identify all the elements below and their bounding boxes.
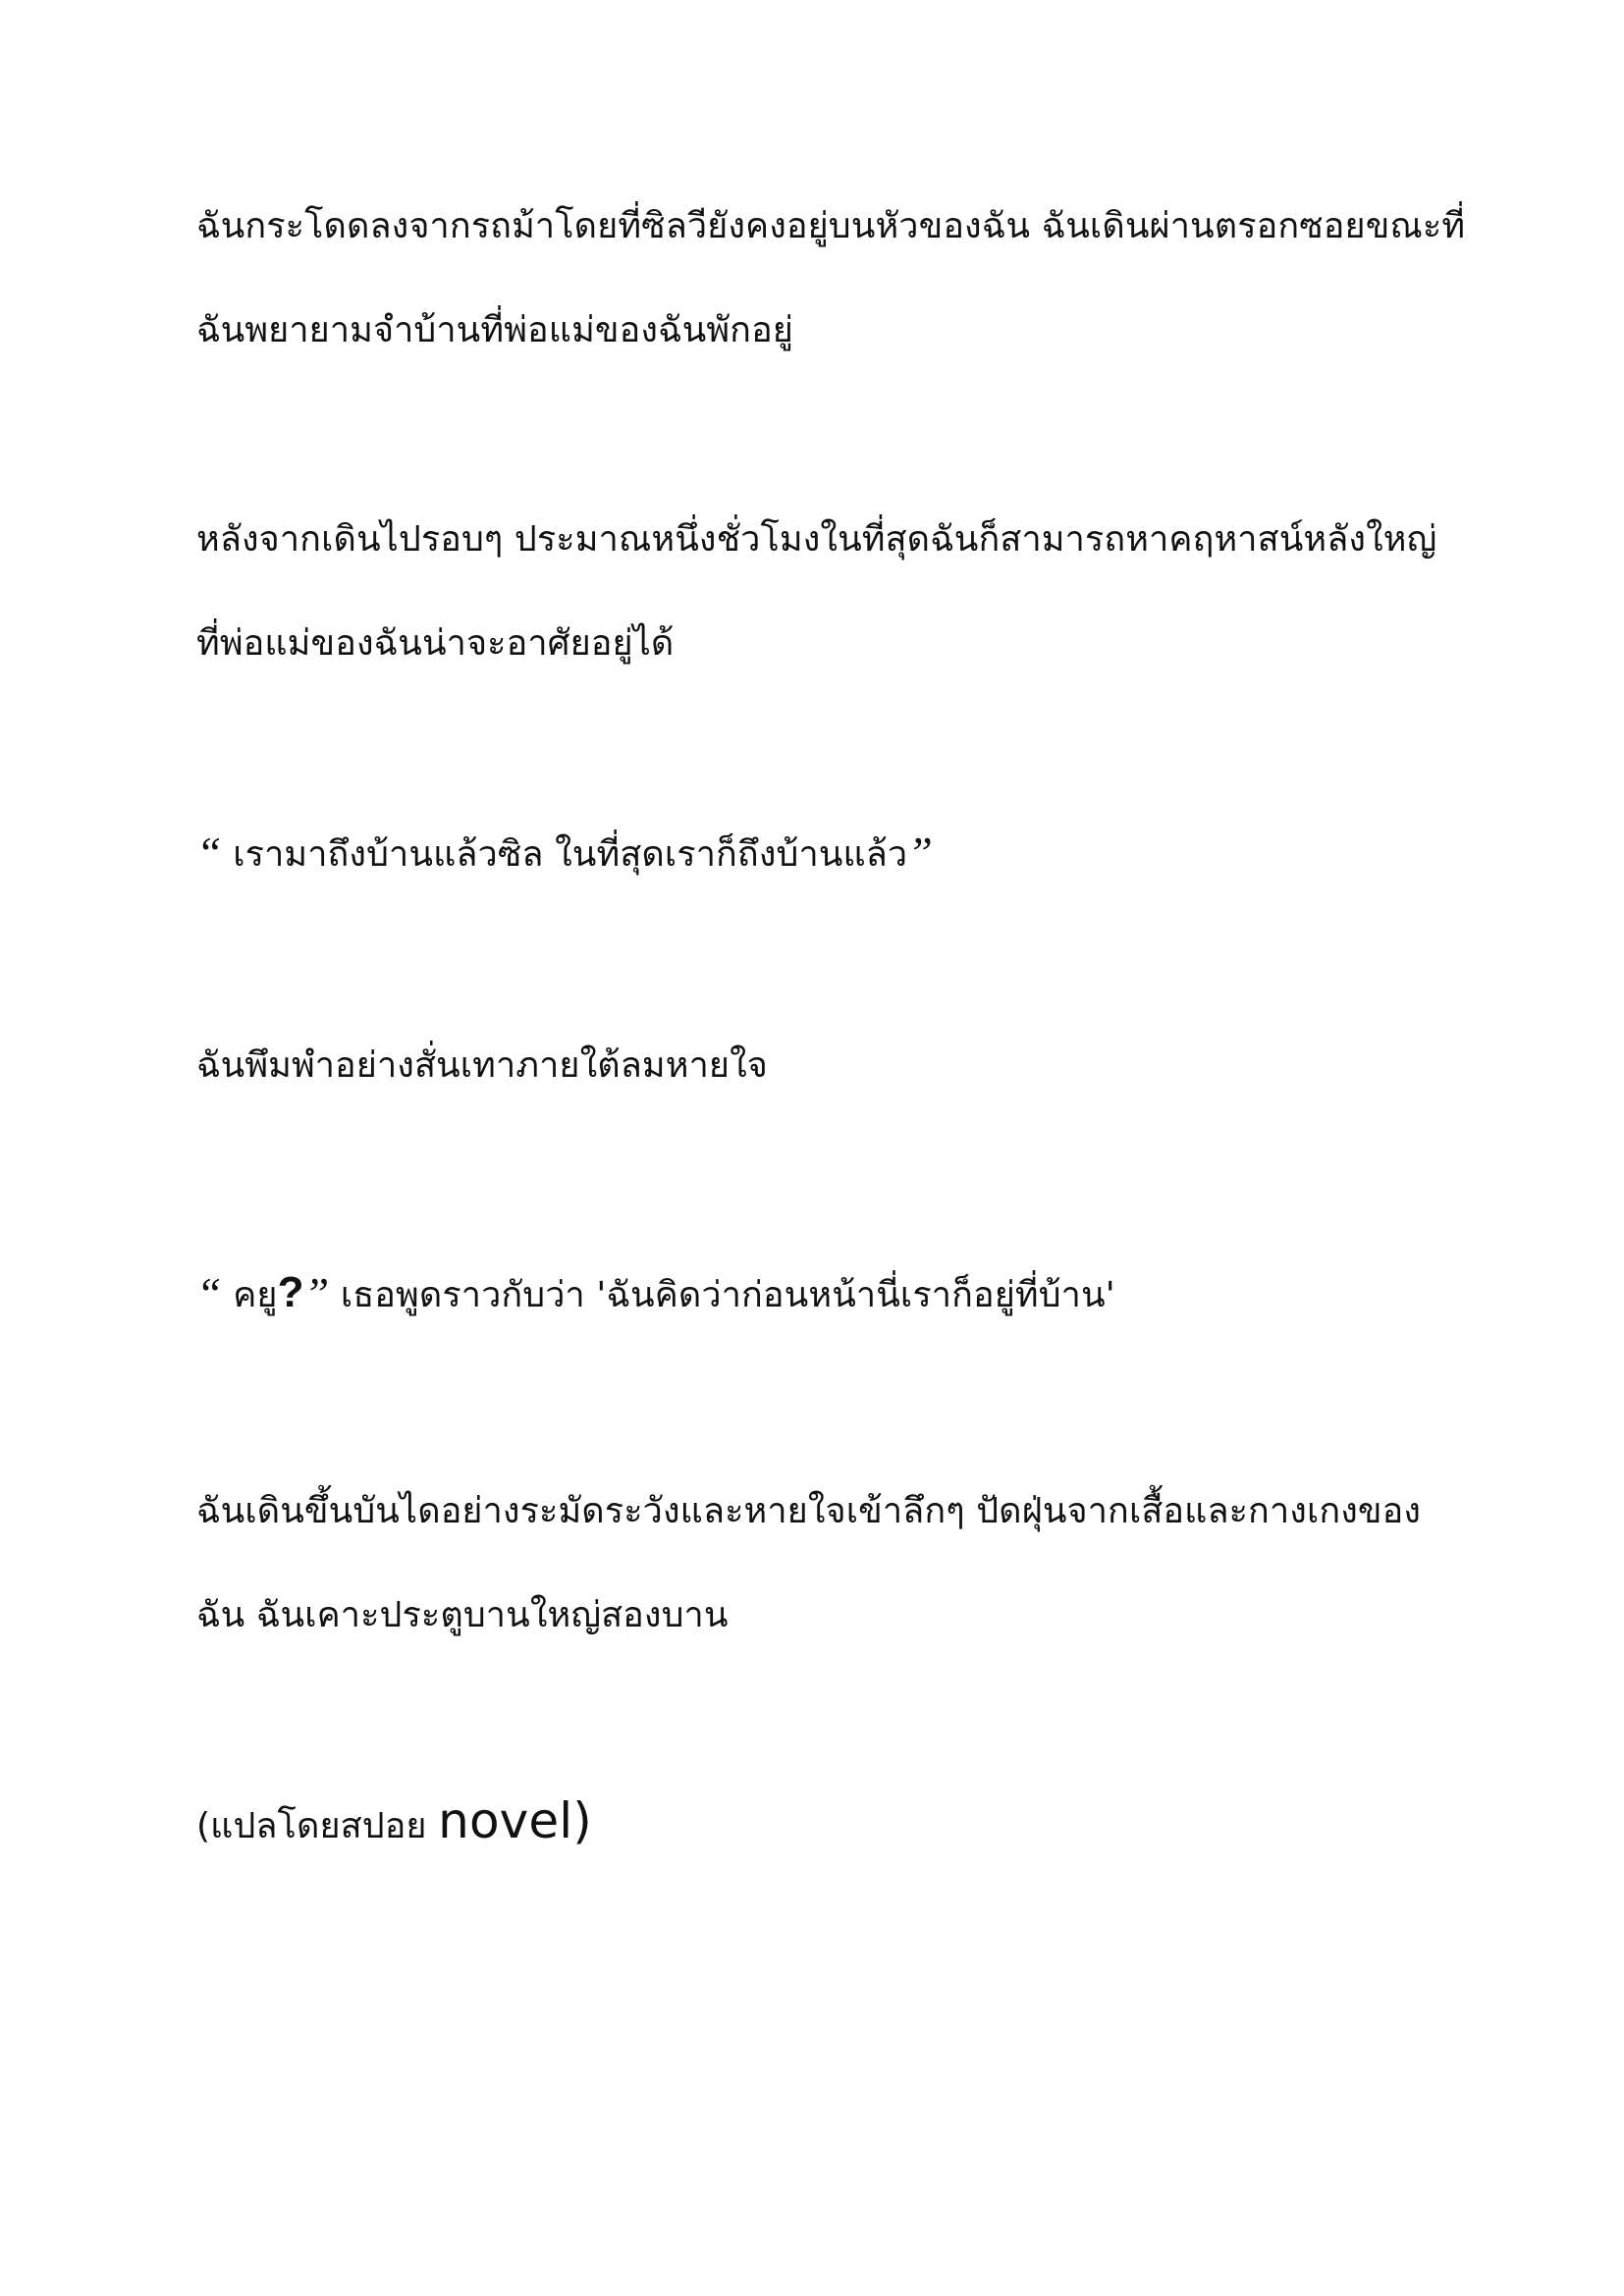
close-quote: ”	[907, 828, 933, 878]
paragraph-line: ฉันพึมพำอย่างสั่นเทาภายใต้ลมหายใจ	[196, 1045, 768, 1086]
open-quote: “	[196, 828, 222, 878]
paragraph-line: ฉันพยายามจำบ้านที่พ่อแม่ของฉันพักอยู่	[196, 310, 793, 350]
paragraph-line: ฉันเดินขึ้นบันไดอย่างระมัดระวังและหายใจเข้าลึกๆ ปัดฝุ่นจากเสื้อและกางเกงของ	[196, 1491, 1422, 1531]
close-quote: ”	[303, 1268, 330, 1318]
credit-prefix: (แปลโดยสปอย	[196, 1806, 439, 1846]
narration-text: เธอพูดราวกับว่า 'ฉันคิดว่าก่อนหน้านี่เราก็อยู่ที่บ้าน'	[329, 1275, 1115, 1315]
open-quote: “	[196, 1268, 222, 1318]
paragraph-3	[196, 1014, 1434, 1118]
paragraph-line: ฉันกระโดดลงจากรถม้าโดยที่ซิลวียังคงอยู่บนหัวของฉัน ฉันเดินผ่านตรอกซอยขณะที่	[196, 206, 1466, 246]
dialogue-text: คยู	[221, 1275, 278, 1315]
credit-latin: novel	[438, 1792, 573, 1849]
dialogue-text: เรามาถึงบ้านแล้วซิล ในที่สุดเราก็ถึงบ้านแล้ว	[221, 834, 908, 875]
dialogue-line-1	[196, 801, 1434, 907]
paragraph-4	[196, 1460, 1434, 1668]
paragraph-2	[196, 488, 1437, 696]
credit-suffix: )	[572, 1792, 592, 1849]
paragraph-line: ที่พ่อแม่ของฉันน่าจะอาศัยอยู่ได้	[196, 623, 675, 664]
paragraph-line: หลังจากเดินไปรอบๆ ประมาณหนึ่งชั่วโมงในที่สุดฉันก็สามารถหาคฤหาสน์หลังใหญ่	[196, 519, 1437, 560]
paragraph-line: ฉัน ฉันเคาะประตูบานใหญ่สองบาน	[196, 1595, 729, 1635]
question-mark: ?	[277, 1268, 304, 1316]
dialogue-line-2	[196, 1241, 1434, 1348]
paragraph-1	[196, 175, 1466, 383]
translator-credit	[196, 1769, 1434, 1879]
